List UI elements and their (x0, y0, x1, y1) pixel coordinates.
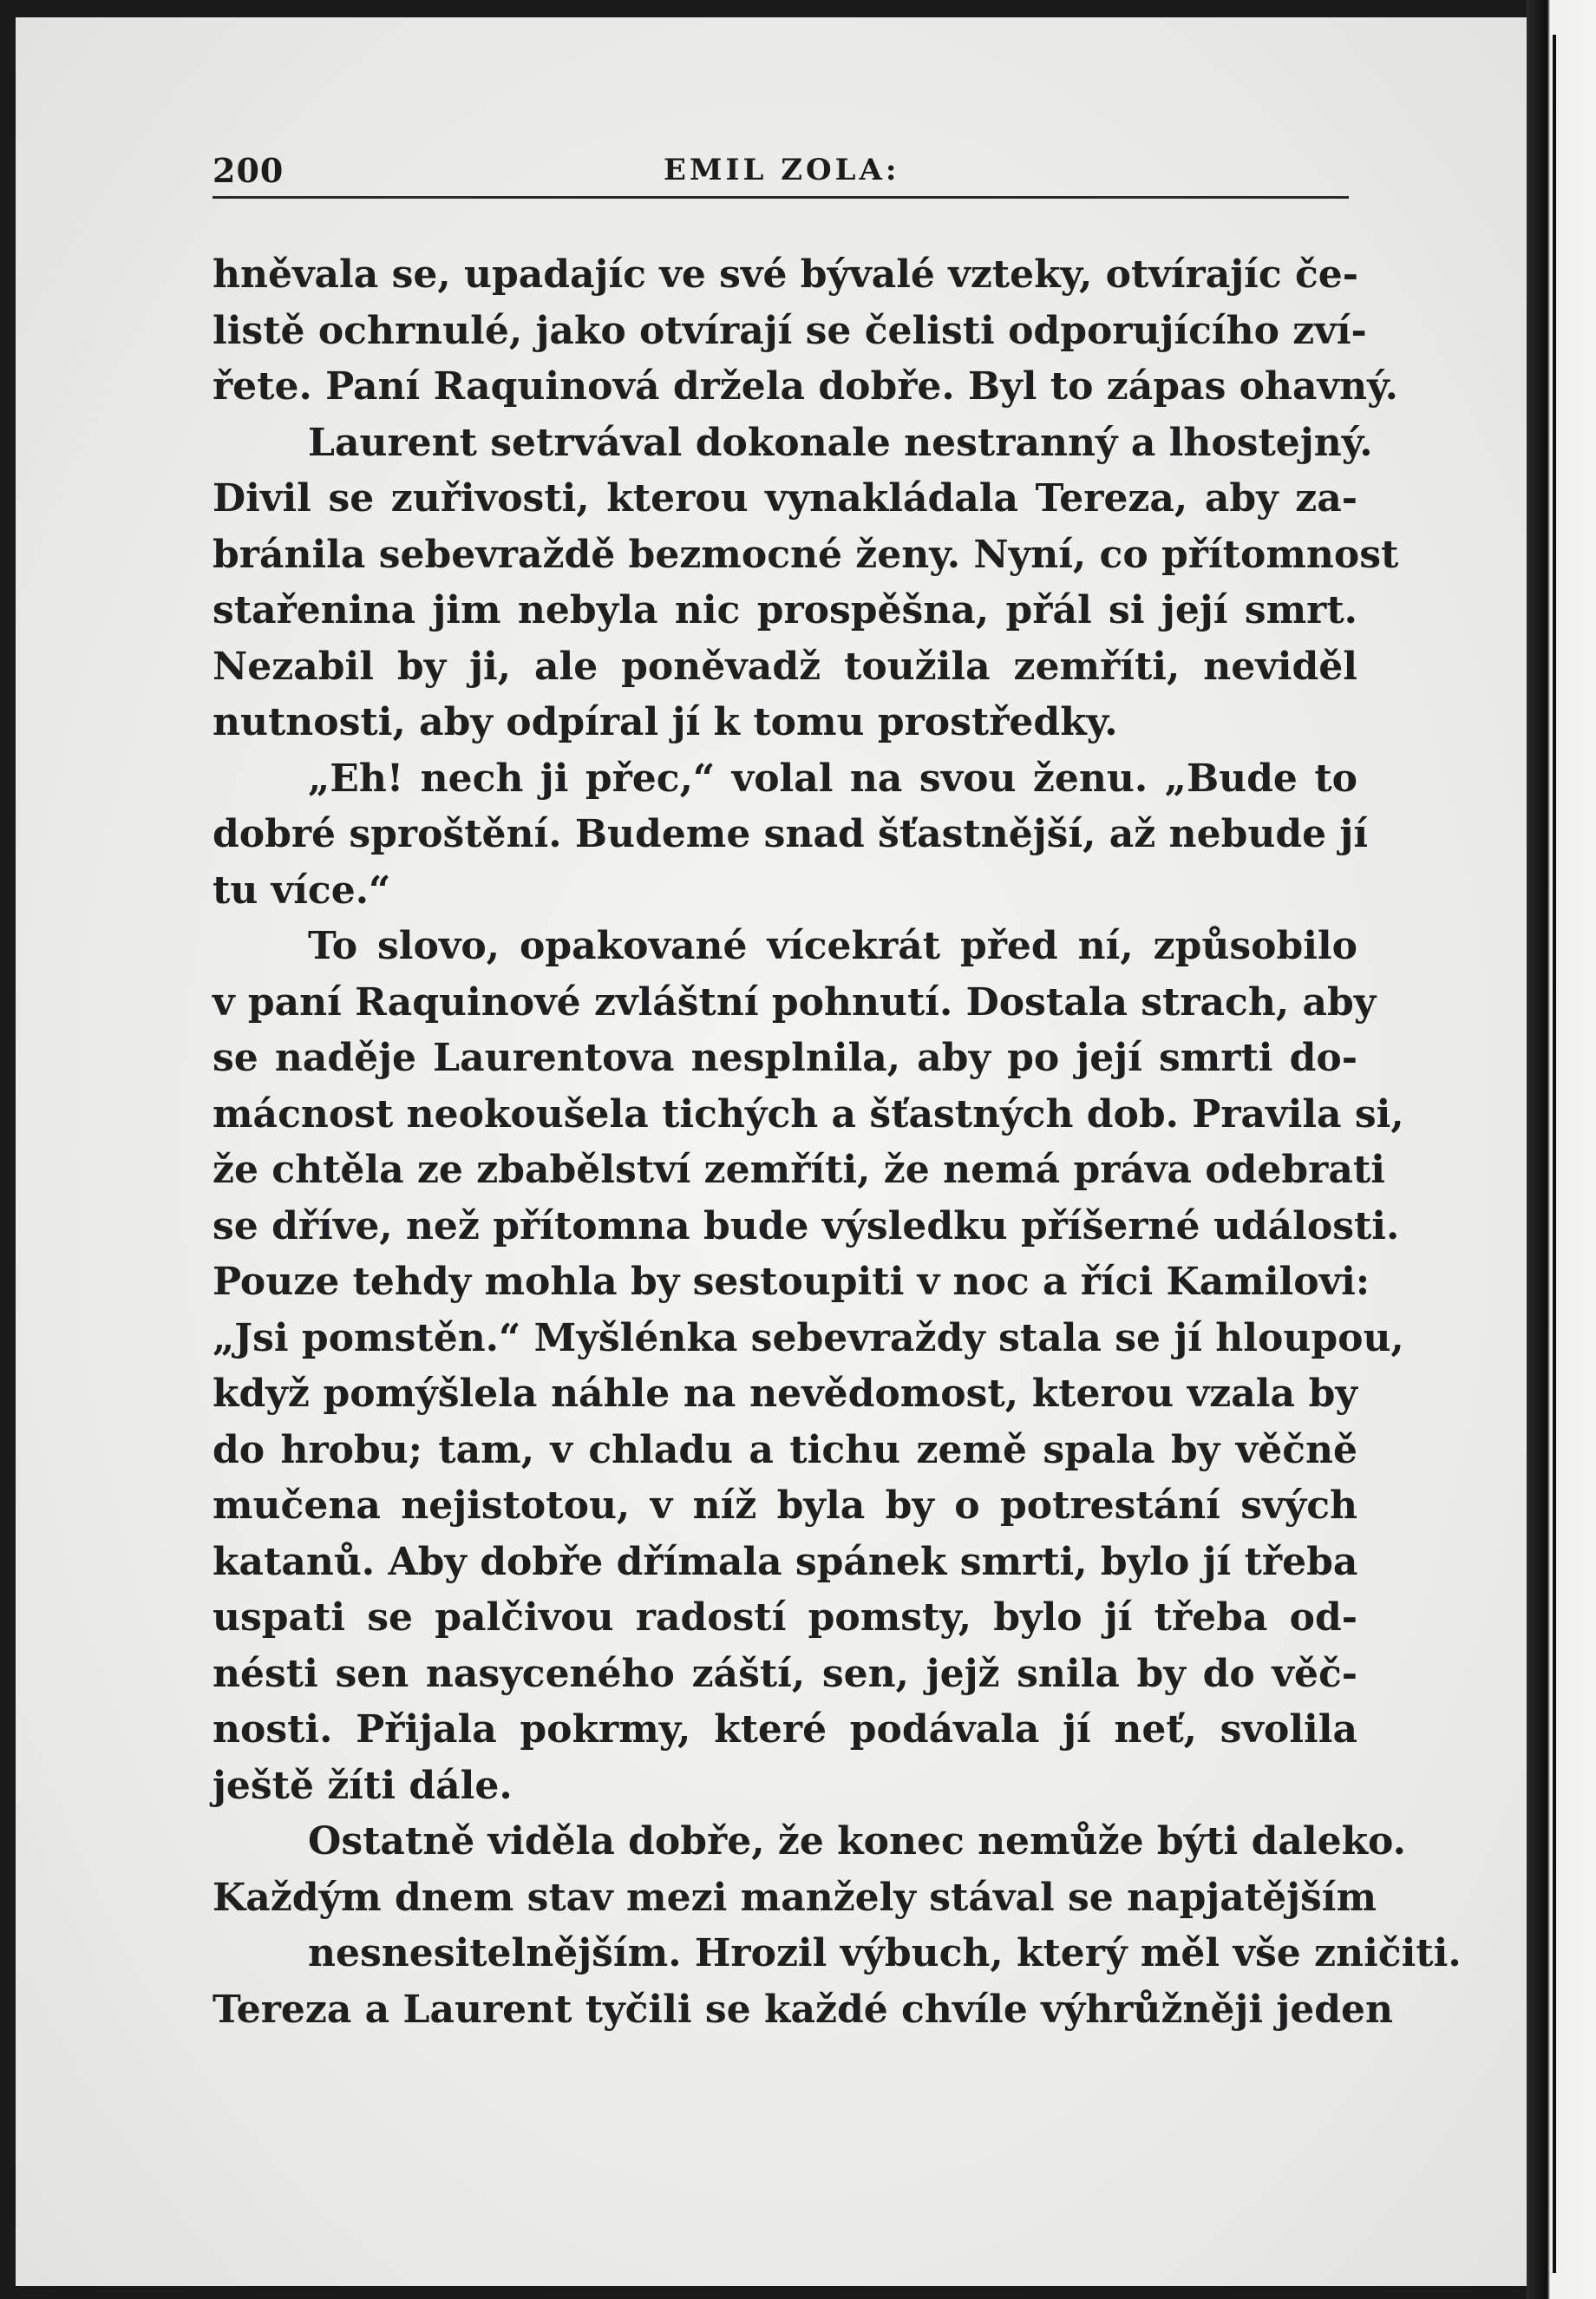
text-line: stařenina jim nebyla nic prospěšna, přál si její smrt. (213, 588, 1357, 632)
page-number: 200 (213, 151, 285, 190)
running-head: EMIL ZOLA: (664, 153, 900, 187)
text-line: nutnosti, aby odpíral jí k tomu prostředky. (213, 700, 1118, 744)
text-line: že chtěla ze zbabělství zemříti, že nemá práva odebrati (213, 1148, 1385, 1192)
text-line: ještě žíti dále. (213, 1763, 513, 1808)
text-line: Ostatně viděla dobře, že konec nemůže býti daleko. (308, 1819, 1406, 1863)
book-spine (1527, 0, 1596, 2299)
text-line: Divil se zuřivosti, kterou vynakládala Tereza, aby za- (213, 476, 1357, 521)
spine-edge (1553, 35, 1556, 2273)
text-line: Každým dnem stav mezi manžely stával se napjatějším (213, 1875, 1377, 1920)
text-line: nesnesitelnějším. Hrozil výbuch, který měl vše zničiti. (308, 1931, 1462, 1975)
text-line: Laurent setrvával dokonale nestranný a lhostejný. (308, 420, 1373, 465)
text-line: Pouze tehdy mohla by sestoupiti v noc a říci Kamilovi: (213, 1260, 1370, 1304)
text-line: listě ochrnulé, jako otvírají se čelisti odporujícího zví- (213, 308, 1367, 353)
text-line: se naděje Laurentova nesplnila, aby po její smrti do- (213, 1036, 1357, 1080)
text-line: bránila sebevraždě bezmocné ženy. Nyní, co přítomnost (213, 532, 1399, 577)
text-line: Nezabil by ji, ale poněvadž toužila zemříti, neviděl (213, 644, 1357, 689)
text-line: mučena nejistotou, v níž byla by o potrestání svých (213, 1484, 1357, 1528)
text-line: když pomýšlela náhle na nevědomost, kterou vzala by (213, 1372, 1357, 1416)
text-line: katanů. Aby dobře dřímala spánek smrti, bylo jí třeba (213, 1539, 1358, 1584)
text-line: tu více.“ (213, 868, 391, 913)
text-line: nésti sen nasyceného záští, sen, jejž snila by do věč- (213, 1651, 1357, 1696)
text-line: „Eh! nech ji přec,“ volal na svou ženu. „Bude to (308, 756, 1357, 801)
text-line: To slovo, opakované vícekrát před ní, způsobilo (308, 924, 1357, 968)
text-line: nosti. Přijala pokrmy, které podávala jí neť, svolila (213, 1707, 1357, 1752)
text-line: řete. Paní Raquinová držela dobře. Byl to zápas ohavný. (213, 364, 1398, 409)
text-line: do hrobu; tam, v chladu a tichu země spala by věčně (213, 1427, 1357, 1472)
text-line: Tereza a Laurent tyčili se každé chvíle výhrůžněji jeden (213, 1987, 1394, 2032)
text-line: „Jsi pomstěn.“ Myšlénka sebevraždy stala se jí hloupou, (213, 1315, 1404, 1360)
text-line: hněvala se, upadajíc ve své bývalé vzteky, otvírajíc če- (213, 252, 1359, 297)
page-header (213, 146, 1349, 199)
text-line: uspati se palčivou radostí pomsty, bylo jí třeba od- (213, 1595, 1357, 1640)
text-line: se dříve, než přítomna bude výsledku příšerné události. (213, 1203, 1400, 1248)
text-line: mácnost neokoušela tichých a šťastných dob. Pravila si, (213, 1091, 1404, 1136)
text-line: dobré sproštění. Budeme snad šťastnější, až nebude jí (213, 812, 1369, 856)
text-line: v paní Raquinové zvláštní pohnutí. Dostala strach, aby (213, 979, 1377, 1025)
body-text (213, 247, 1462, 2038)
